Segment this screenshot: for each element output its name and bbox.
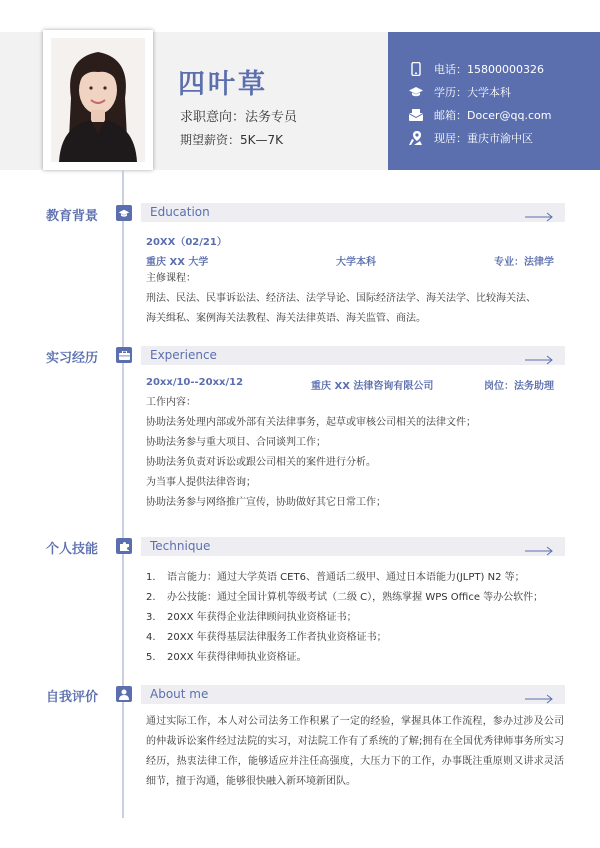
experience-header-bar — [141, 346, 565, 365]
skill-item — [146, 608, 357, 623]
contact-panel — [388, 32, 600, 170]
skill-text: 办公技能：通过全国计算机等级考试（二级 C），熟练掌握 WPS Office 等办公软件； — [167, 592, 544, 603]
contact-email — [408, 107, 552, 123]
briefcase-icon — [116, 347, 132, 363]
education-courses-line-1: 刑法、民法、民事诉讼法、经济法、法学导论、国际经济法学、海关法学、比较海关法、 — [146, 293, 536, 304]
list-item: 协助法务负责对诉讼或跟公司相关的案件进行分析。 — [146, 457, 376, 468]
skill-text: 20XX 年获得基层法律服务工作者执业资格证书； — [167, 632, 387, 643]
education-title: 教育背景 — [46, 209, 99, 224]
experience-date: 20xx/10--20xx/12 — [146, 377, 244, 388]
education-degree: 大学本科 — [336, 257, 376, 268]
skill-item — [146, 588, 543, 603]
skill-number: 5. — [146, 652, 156, 663]
envelope-icon — [408, 108, 424, 122]
job-intent: 求职意向：法务专员 — [180, 110, 298, 125]
list-item: 协助法务参与重大项目、合同谈判工作； — [146, 437, 326, 448]
education-header-bar — [141, 203, 565, 222]
skill-number: 3. — [146, 612, 156, 623]
about-title: 自我评价 — [46, 690, 99, 705]
education-courses-line-2: 海关缉私、案例海关法教程、海关法律英语、海关监管、商法。 — [146, 313, 426, 324]
timeline-line — [122, 170, 124, 818]
expected-salary: 期望薪资：5K—7K — [180, 133, 284, 147]
skills-title: 个人技能 — [46, 542, 99, 557]
education-courses-label: 主修课程： — [146, 273, 196, 284]
person-icon — [116, 686, 132, 702]
list-item: 协助法务参与网络推广宣传，协助做好其它日常工作； — [146, 497, 386, 508]
experience-en-title: Experience — [150, 348, 217, 362]
photo-frame — [43, 30, 153, 170]
skill-number: 1. — [146, 572, 156, 583]
contact-education — [408, 84, 511, 100]
about-paragraph: 通过实际工作，本人对公司法务工作积累了一定的经验，掌握具体工作流程，参办过涉及公司的仲裁诉讼案件经过法院的实习，对法院工作有了系统的了解;拥有在全国优秀律师事务所实习经历，热衷法律工作，能够适应并注任高强度，大压力下的工作，办事既注重原则又讲求灵活细节，擅于沟通，能够很快融入新环境新团队。 — [146, 716, 564, 787]
skill-item — [146, 568, 525, 583]
about-header-bar — [141, 685, 565, 704]
education-date: 20XX（02/21） — [146, 237, 227, 248]
list-item: 协助法务处理内部或外部有关法律事务，起草或审核公司相关的法律文件； — [146, 417, 476, 428]
skill-text: 20XX 年获得律师执业资格证。 — [167, 652, 307, 663]
contact-education-text: 学历：大学本科 — [434, 86, 511, 99]
graduation-cap-icon — [408, 85, 424, 99]
candidate-name: 四叶草 — [178, 69, 268, 100]
experience-title: 实习经历 — [46, 351, 99, 366]
skill-number: 2. — [146, 592, 156, 603]
graduation-cap-icon — [116, 205, 132, 221]
contact-location — [408, 130, 533, 146]
experience-company: 重庆 XX 法律咨询有限公司 — [311, 381, 434, 392]
arrow-right-icon — [525, 541, 553, 560]
skill-item — [146, 648, 307, 663]
skill-item — [146, 628, 387, 643]
location-icon — [408, 131, 424, 145]
skills-header-bar — [141, 537, 565, 556]
list-item: 为当事人提供法律咨询； — [146, 477, 256, 488]
contact-phone-text: 电话：15800000326 — [434, 63, 544, 76]
education-en-title: Education — [150, 205, 210, 219]
phone-icon — [408, 62, 424, 76]
skill-number: 4. — [146, 632, 156, 643]
arrow-right-icon — [525, 207, 553, 226]
experience-content-label: 工作内容： — [146, 397, 196, 408]
skill-text: 语言能力：通过大学英语 CET6、普通话二级甲、通过日本语能力(JLPT) N2 等； — [167, 572, 525, 583]
skills-en-title: Technique — [150, 539, 211, 553]
experience-position: 岗位：法务助理 — [484, 381, 554, 392]
education-major: 专业：法律学 — [494, 257, 554, 268]
profile-photo — [51, 38, 145, 162]
arrow-right-icon — [525, 350, 553, 369]
puzzle-icon — [116, 538, 132, 554]
arrow-right-icon — [525, 689, 553, 708]
skill-text: 20XX 年获得企业法律顾问执业资格证书； — [167, 612, 357, 623]
about-en-title: About me — [150, 687, 209, 701]
contact-phone — [408, 61, 544, 77]
contact-location-text: 现居：重庆市渝中区 — [434, 132, 533, 145]
contact-email-text: 邮箱：Docer@qq.com — [434, 109, 552, 122]
education-school: 重庆 XX 大学 — [146, 257, 209, 268]
